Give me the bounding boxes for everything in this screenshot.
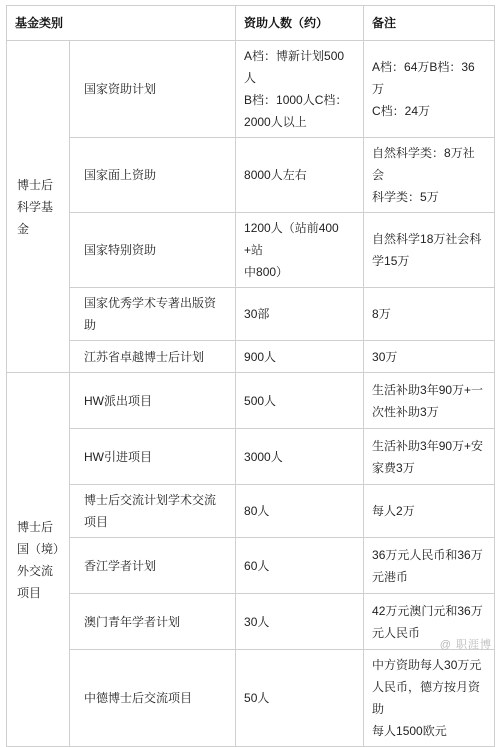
note-cell: [364, 341, 495, 373]
program-cell: 国家优秀学术专著出版资助: [70, 288, 236, 341]
program-cell: HW派出项目: [70, 373, 236, 429]
table-row: [7, 373, 495, 429]
header-category: 基金类别: [7, 6, 236, 41]
note-line: 42万元澳门元和36万: [372, 603, 483, 618]
header-count: 资助人数（约）: [236, 6, 364, 41]
note-line: 元人民币: [372, 625, 421, 640]
program-cell: 博士后交流计划学术交流项目: [70, 485, 236, 538]
table-row: [7, 41, 495, 138]
table-row: [7, 538, 495, 594]
count-cell: [236, 341, 364, 373]
count-line: 2000人以上: [244, 115, 307, 129]
note-line: 元港币: [372, 569, 409, 584]
note-cell: [364, 538, 495, 594]
table-row: [7, 485, 495, 538]
count-line: 3000人: [244, 449, 283, 464]
note-line: C档：24万: [372, 104, 431, 118]
count-cell: [236, 650, 364, 747]
table-row: [7, 341, 495, 373]
note-cell: [364, 429, 495, 485]
count-cell: [236, 538, 364, 594]
count-line: 8000人左右: [244, 168, 307, 182]
note-line: 人民币，德方按月资助: [372, 680, 481, 716]
program-cell: HW引进项目: [70, 429, 236, 485]
count-line: 60人: [244, 558, 270, 573]
note-line: 自然科学18万社会科: [372, 232, 482, 246]
program-cell: 国家资助计划: [70, 41, 236, 138]
note-cell: [364, 485, 495, 538]
funding-table: [6, 5, 495, 747]
table-row: [7, 650, 495, 747]
header-note: 备注: [364, 6, 495, 41]
note-cell: [364, 650, 495, 747]
count-cell: [236, 288, 364, 341]
note-line: 科学类：5万: [372, 190, 439, 204]
count-line: 中800）: [244, 265, 289, 279]
note-line: 每人2万: [372, 504, 415, 518]
count-line: 900人: [244, 349, 277, 364]
note-line: 中方资助每人30万元: [372, 658, 482, 672]
count-cell: [236, 138, 364, 213]
table-row: [7, 594, 495, 650]
note-cell: [364, 373, 495, 429]
note-line: 生活补助3年90万+一: [372, 382, 484, 397]
table-row: [7, 429, 495, 485]
category-cell: 博士后科学基金: [7, 41, 70, 373]
table-row: [7, 138, 495, 213]
note-cell: [364, 213, 495, 288]
count-line: A档：博新计划500人: [244, 49, 345, 85]
table-row: [7, 288, 495, 341]
count-line: 30部: [244, 307, 270, 321]
note-line: 生活补助3年90万+安: [372, 438, 484, 453]
program-cell: 香江学者计划: [70, 538, 236, 594]
note-line: 学15万: [372, 254, 410, 268]
note-line: A档：64万B档：36万: [372, 60, 475, 96]
count-line: 500人: [244, 393, 277, 408]
count-line: B档：1000人C档：: [244, 93, 348, 107]
count-line: 1200人（站前400+站: [244, 221, 339, 257]
note-line: 次性补助3万: [372, 404, 439, 419]
count-line: 80人: [244, 504, 270, 518]
program-cell: 江苏省卓越博士后计划: [70, 341, 236, 373]
count-cell: [236, 429, 364, 485]
program-cell: 国家特别资助: [70, 213, 236, 288]
program-cell: 国家面上资助: [70, 138, 236, 213]
note-cell: [364, 288, 495, 341]
note-line: 家费3万: [372, 460, 415, 475]
note-cell: [364, 138, 495, 213]
count-cell: [236, 41, 364, 138]
note-line: 36万元人民币和36万: [372, 547, 483, 562]
note-line: 自然科学类：8万社会: [372, 146, 475, 182]
count-cell: [236, 485, 364, 538]
count-cell: [236, 373, 364, 429]
note-line: 30万: [372, 349, 398, 364]
program-cell: 澳门青年学者计划: [70, 594, 236, 650]
table-header-row: [7, 6, 495, 41]
program-cell: 中德博士后交流项目: [70, 650, 236, 747]
count-cell: [236, 213, 364, 288]
note-cell: [364, 41, 495, 138]
note-line: 8万: [372, 307, 391, 321]
note-line: 每人1500欧元: [372, 724, 447, 738]
table-row: [7, 213, 495, 288]
category-cell: 博士后国（境）外交流项目: [7, 373, 70, 747]
count-line: 50人: [244, 691, 270, 705]
count-cell: [236, 594, 364, 650]
watermark: @ 职涯博: [439, 639, 492, 651]
count-line: 30人: [244, 614, 270, 629]
